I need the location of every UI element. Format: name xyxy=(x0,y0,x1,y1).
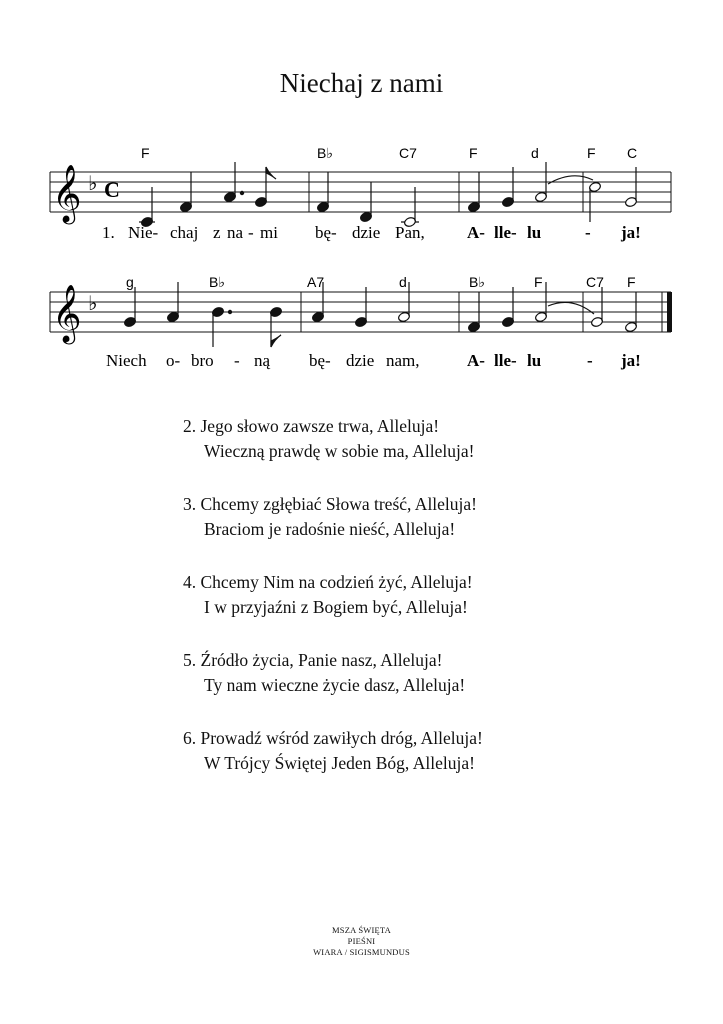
lyric-syllable: - xyxy=(585,223,591,242)
lyric-syllable: Niech xyxy=(106,351,147,370)
verse-line: I w przyjaźni z Bogiem być, Alleluja! xyxy=(204,597,468,617)
treble-clef-icon: 𝄞 xyxy=(52,284,82,342)
lyric-syllable: mi xyxy=(260,223,278,242)
verse xyxy=(183,726,483,776)
footer xyxy=(0,925,723,958)
song-title: Niechaj z nami xyxy=(279,68,444,98)
staff-system-1 xyxy=(50,162,671,228)
verse-line: 2. Jego słowo zawsze trwa, Alleluja! xyxy=(183,416,440,436)
lyric-syllable: A- xyxy=(467,351,485,370)
staff-system-2 xyxy=(50,282,672,347)
chord-symbol: g xyxy=(126,274,134,290)
verse-line: 3. Chcemy zgłębiać Słowa treść, Alleluja! xyxy=(183,494,478,514)
footer-line: MSZA ŚWIĘTA xyxy=(332,925,391,935)
chord-symbol: F xyxy=(587,145,596,161)
lyric-syllable: lle- xyxy=(494,351,517,370)
chord-symbol: F xyxy=(627,274,636,290)
lyric-syllable: - xyxy=(248,223,254,242)
chord-symbol: F xyxy=(534,274,543,290)
chord-symbol: d xyxy=(531,145,539,161)
verse xyxy=(183,570,483,620)
lyrics-row-1 xyxy=(102,223,641,242)
lyric-syllable: lu xyxy=(527,223,542,242)
chord-symbol: B♭ xyxy=(317,145,333,161)
lyric-syllable: dzie xyxy=(346,351,375,370)
treble-clef-icon: 𝄞 xyxy=(52,164,82,222)
chord-symbol: d xyxy=(399,274,407,290)
lyric-syllable: nam, xyxy=(386,351,420,370)
chord-symbol: C7 xyxy=(399,145,417,161)
lyric-syllable: lu xyxy=(527,351,542,370)
lyric-syllable: bro xyxy=(191,351,214,370)
verse-line: Braciom je radośnie nieść, Alleluja! xyxy=(204,519,456,539)
verse xyxy=(183,414,483,464)
verse-line: Ty nam wieczne życie dasz, Alleluja! xyxy=(204,675,466,695)
lyric-syllable: bę- xyxy=(309,351,331,370)
lyric-syllable: lle- xyxy=(494,223,517,242)
lyric-syllable: ja! xyxy=(621,351,641,370)
lyric-syllable: dzie xyxy=(352,223,381,242)
verse-line: 6. Prowadź wśród zawiłych dróg, Alleluja! xyxy=(183,728,483,748)
lyric-syllable: A- xyxy=(467,223,485,242)
lyric-syllable: chaj xyxy=(170,223,199,242)
lyric-syllable: Nie- xyxy=(128,223,159,242)
verse-line: 5. Źródło życia, Panie nasz, Alleluja! xyxy=(183,650,443,670)
lyric-syllable: Pan, xyxy=(395,223,425,242)
lyric-syllable: 1. xyxy=(102,223,115,242)
lyric-syllable: bę- xyxy=(315,223,337,242)
chord-symbol: B♭ xyxy=(209,274,225,290)
verse xyxy=(183,648,483,698)
lyric-syllable: ną xyxy=(254,351,271,370)
lyric-syllable: o- xyxy=(166,351,181,370)
lyric-syllable: - xyxy=(587,351,593,370)
verse-line: W Trójcy Świętej Jeden Bóg, Alleluja! xyxy=(204,753,475,773)
footer-line: PIEŚNI xyxy=(347,936,376,946)
verses xyxy=(183,414,483,804)
verse xyxy=(183,492,483,542)
verse-line: Wieczną prawdę w sobie ma, Alleluja! xyxy=(204,441,475,461)
time-signature: C xyxy=(104,177,120,202)
chord-row-1 xyxy=(141,145,637,161)
lyric-syllable: ja! xyxy=(621,223,641,242)
lyric-syllable: z xyxy=(213,223,221,242)
chord-row-2 xyxy=(126,274,636,290)
chord-symbol: F xyxy=(141,145,150,161)
lyrics-row-2 xyxy=(106,351,641,370)
lyric-syllable: na xyxy=(227,223,244,242)
sheet-music xyxy=(0,0,723,400)
chord-symbol: F xyxy=(469,145,478,161)
lyric-syllable: - xyxy=(234,351,240,370)
chord-symbol: C7 xyxy=(586,274,604,290)
chord-symbol: B♭ xyxy=(469,274,485,290)
chord-symbol: A7 xyxy=(307,274,325,290)
verse-line: 4. Chcemy Nim na codzień żyć, Alleluja! xyxy=(183,572,473,592)
chord-symbol: C xyxy=(627,145,638,161)
flat-key-signature-icon: ♭ xyxy=(88,171,98,195)
flat-key-signature-icon: ♭ xyxy=(88,291,98,315)
footer-line: WIARA / SIGISMUNDUS xyxy=(313,947,410,957)
tie xyxy=(548,176,593,184)
